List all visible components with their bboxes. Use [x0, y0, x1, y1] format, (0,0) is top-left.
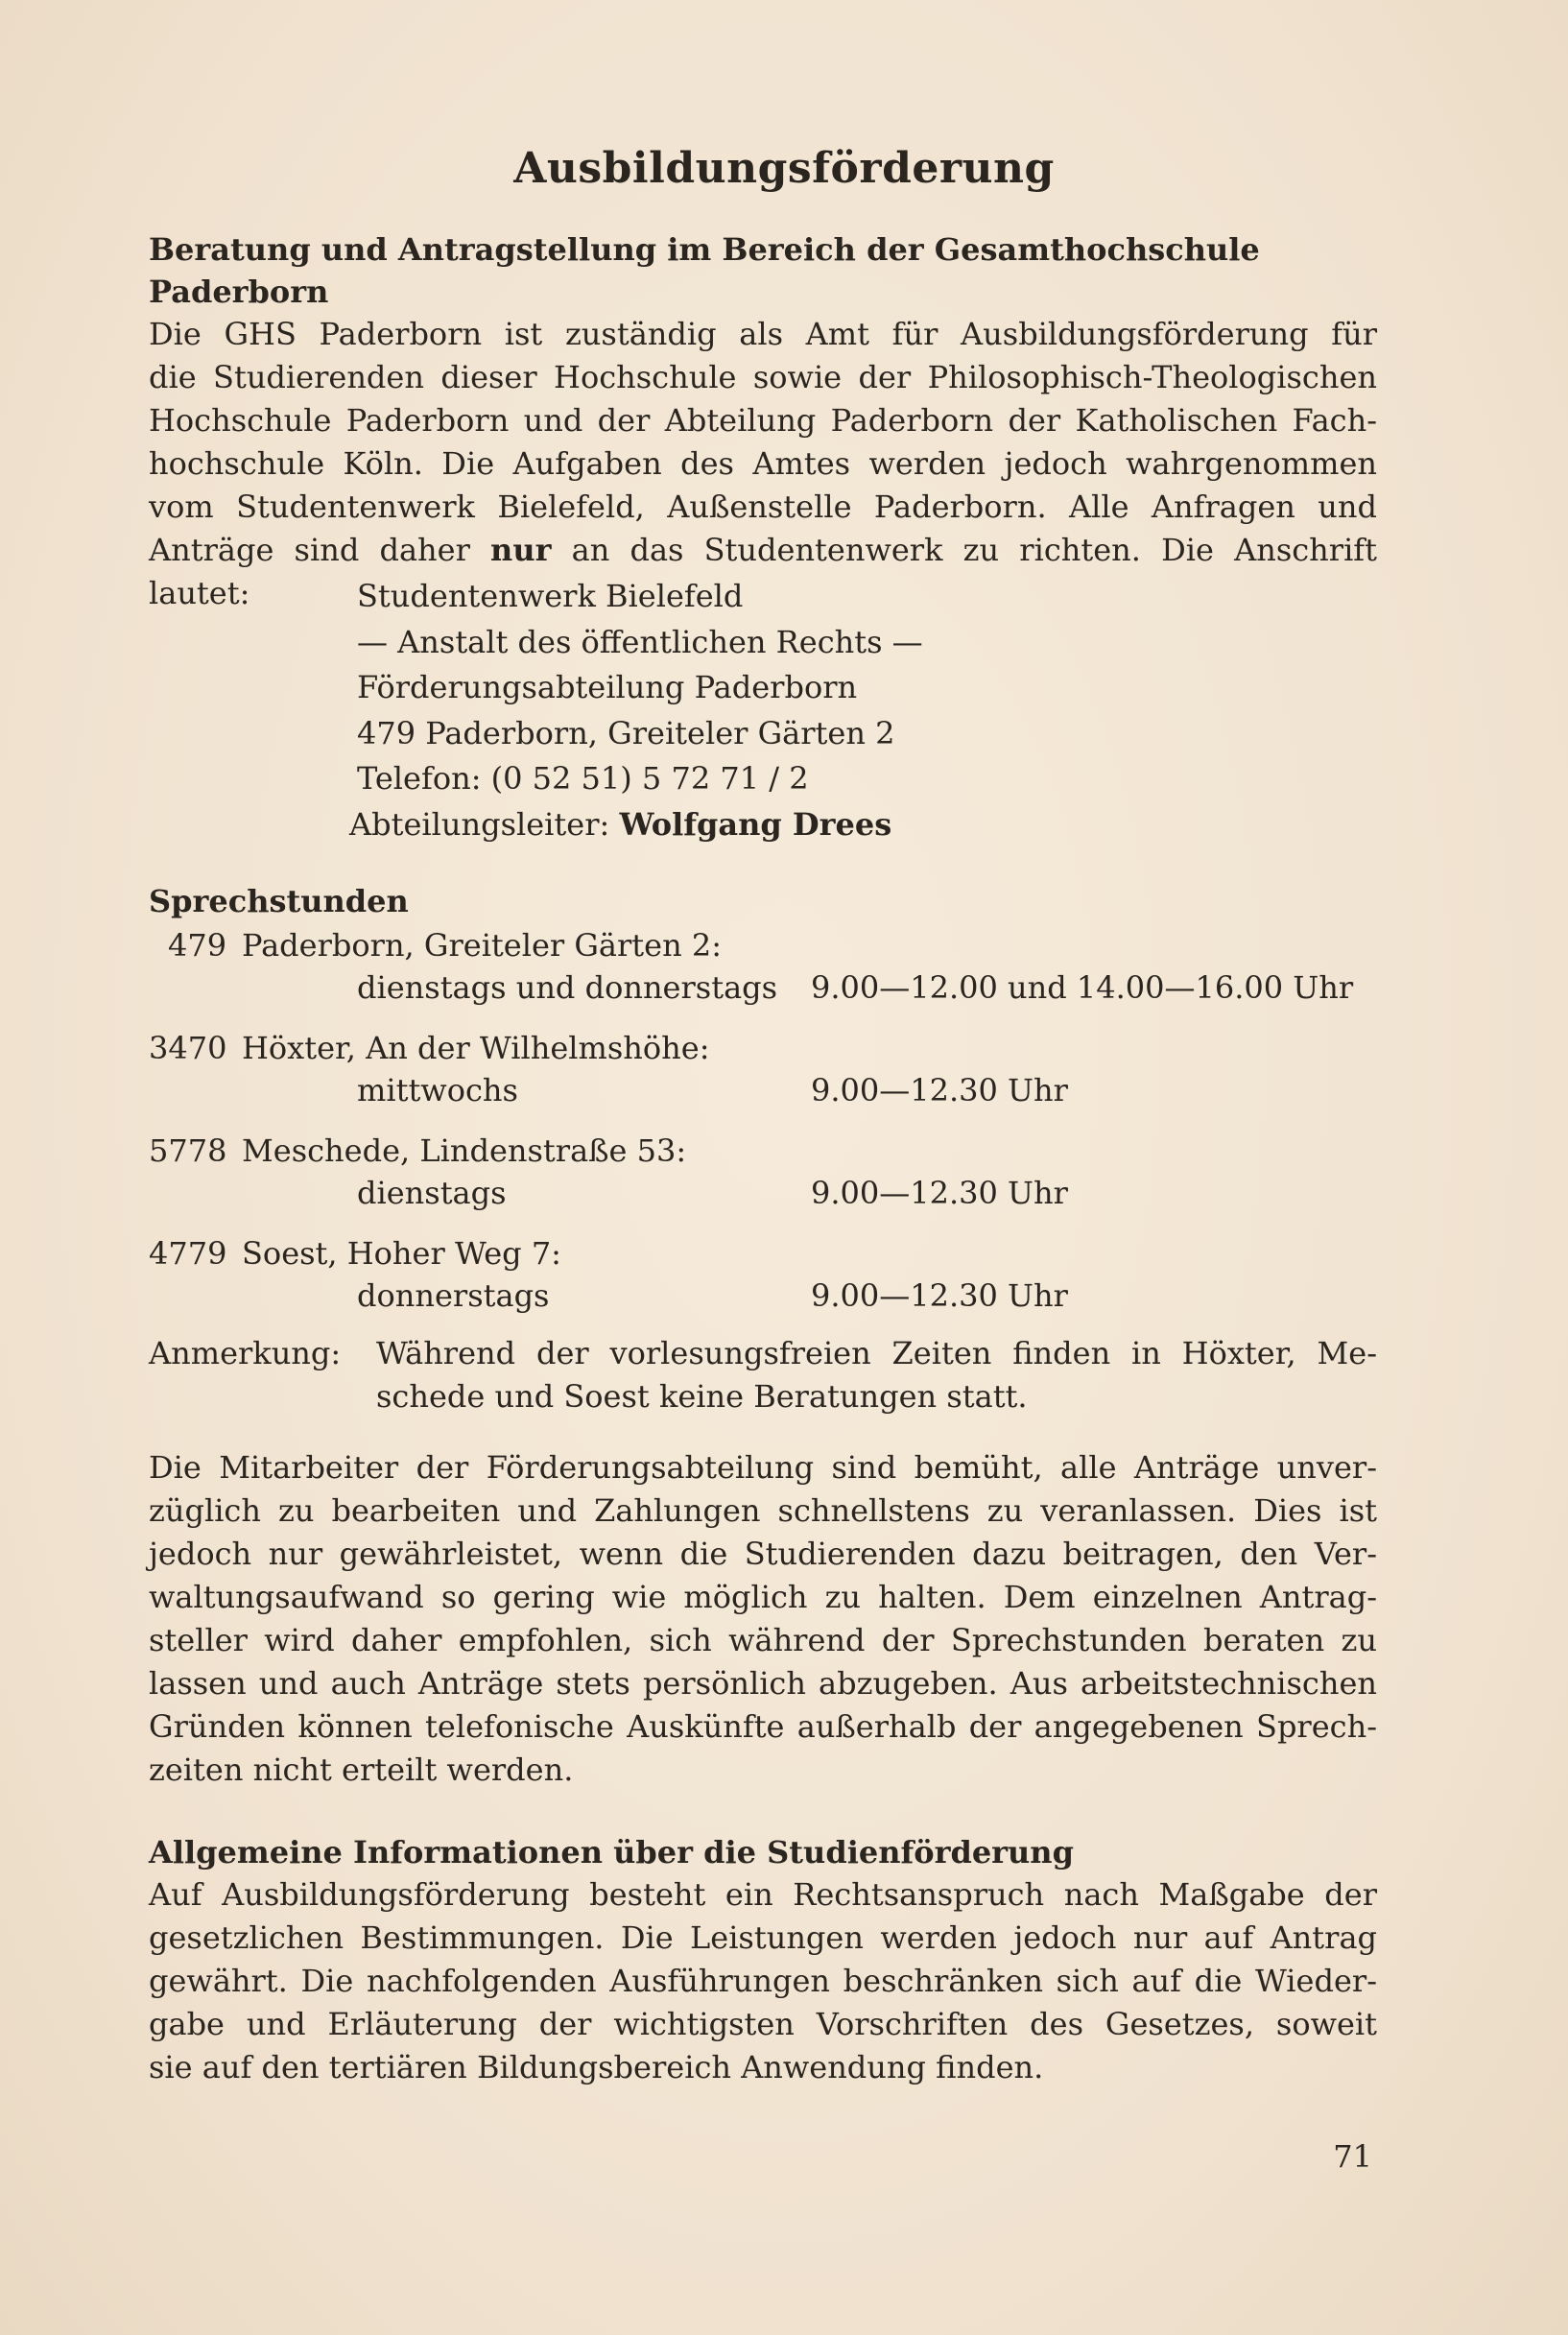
text-line: hochschule Köln. Die Aufgaben des Amtes werden jedoch wahrgenommen — [149, 445, 1377, 482]
section-allgemeine — [149, 1831, 1377, 2089]
text-line: gewährt. Die nachfolgenden Ausführungen beschränken sich auf die Wieder- — [149, 1963, 1377, 1999]
address-line: Förderungsabteilung Paderborn — [357, 669, 858, 705]
text-line: lassen und auch Anträge stets persönlich abzugeben. Aus arbeitstechnischen — [149, 1665, 1377, 1702]
address-line: 479 Paderborn, Greiteler Gärten 2 — [357, 714, 895, 751]
note-line: Während der vorlesungsfreien Zeiten finden in Höxter, Me- — [376, 1335, 1377, 1371]
text-line: steller wird daher empfohlen, sich während der Sprechstunden beraten zu — [149, 1622, 1377, 1658]
text-fragment: an das Studentenwerk zu richten. Die Anschrift — [551, 532, 1377, 568]
section-heading-beratung: Beratung und Antragstellung im Bereich der Gesamthochschule Paderborn — [149, 231, 1260, 310]
location-code: 4779 — [149, 1235, 227, 1272]
page-number: 71 — [1333, 2138, 1372, 2175]
location-days: dienstags — [357, 1175, 507, 1211]
section-allgemeine-text — [149, 1873, 1377, 2089]
location-days: donnerstags — [357, 1277, 550, 1314]
section-beratung-text — [149, 313, 1377, 615]
text-line: die Studierenden dieser Hochschule sowie der Philosophisch-Theologischen — [149, 359, 1377, 395]
text-line: vom Studentenwerk Bielefeld, Außenstelle Paderborn. Alle Anfragen und — [149, 488, 1377, 525]
page-title: Ausbildungsförderung — [513, 144, 1055, 193]
text-fragment: Anträge sind daher — [149, 532, 491, 568]
location-time: 9.00—12.30 Uhr — [811, 1072, 1068, 1108]
section-beratung — [149, 228, 1377, 615]
location-place: Höxter, An der Wilhelmshöhe: — [242, 1030, 710, 1066]
text-line: Gründen können telefonische Auskünfte außerhalb der angegebenen Sprech- — [149, 1708, 1377, 1745]
leader-label: Abteilungsleiter: — [349, 805, 620, 843]
address-phone: Telefon: (0 52 51) 5 72 71 / 2 — [357, 760, 809, 797]
address-line: — Anstalt des öffentlichen Rechts — — [357, 623, 923, 660]
note-label: Anmerkung: — [149, 1335, 342, 1371]
location-code: 479 — [168, 927, 227, 964]
location-time: 9.00—12.30 Uhr — [811, 1277, 1068, 1314]
location-code: 5778 — [149, 1132, 227, 1169]
text-line: zeiten nicht erteilt werden. — [149, 1751, 574, 1788]
location-place: Paderborn, Greiteler Gärten 2: — [242, 927, 723, 964]
emphasis-nur: nur — [490, 532, 552, 568]
address-block — [349, 574, 923, 847]
location-days: dienstags und donnerstags — [357, 969, 778, 1006]
location-days: mittwochs — [357, 1072, 518, 1108]
sprechstunden-heading: Sprechstunden — [149, 883, 409, 919]
text-line: sie auf den tertiären Bildungsbereich Anwendung finden. — [149, 2049, 1044, 2085]
location-time: 9.00—12.00 und 14.00—16.00 Uhr — [811, 969, 1354, 1006]
location-time: 9.00—12.30 Uhr — [811, 1175, 1068, 1211]
text-line: lautet: — [149, 575, 250, 611]
location-code: 3470 — [149, 1030, 227, 1066]
leader-name: Wolfgang Drees — [619, 805, 892, 843]
text-line: Die Mitarbeiter der Förderungsabteilung sind bemüht, alle Anträge unver- — [149, 1449, 1377, 1486]
paragraph-mitarbeiter — [149, 1446, 1377, 1792]
text-line: waltungsaufwand so gering wie möglich zu halten. Dem einzelnen Antrag- — [149, 1579, 1377, 1615]
text-line: jedoch nur gewährleistet, wenn die Studierenden dazu beitragen, den Ver- — [149, 1536, 1377, 1572]
text-line: züglich zu bearbeiten und Zahlungen schnellstens zu veranlassen. Dies ist — [149, 1492, 1377, 1529]
address-line: Studentenwerk Bielefeld — [357, 578, 744, 614]
text-line: gesetzlichen Bestimmungen. Die Leistungen werden jedoch nur auf Antrag — [149, 1919, 1377, 1956]
text-line: Die GHS Paderborn ist zuständig als Amt für Ausbildungsförderung für — [149, 316, 1377, 352]
text-line — [149, 529, 1377, 572]
address-leader — [349, 802, 923, 848]
note-line: schede und Soest keine Beratungen statt. — [376, 1378, 1028, 1415]
text-line: Hochschule Paderborn und der Abteilung Paderborn der Katholischen Fach- — [149, 402, 1377, 439]
location-place: Soest, Hoher Weg 7: — [242, 1235, 561, 1272]
text-line: Auf Ausbildungsförderung besteht ein Rechtsanspruch nach Maßgabe der — [149, 1876, 1377, 1913]
location-place: Meschede, Lindenstraße 53: — [242, 1132, 687, 1169]
section-heading-allgemeine: Allgemeine Informationen über die Studienförderung — [149, 1834, 1074, 1870]
text-line: gabe und Erläuterung der wichtigsten Vorschriften des Gesetzes, soweit — [149, 2006, 1377, 2042]
